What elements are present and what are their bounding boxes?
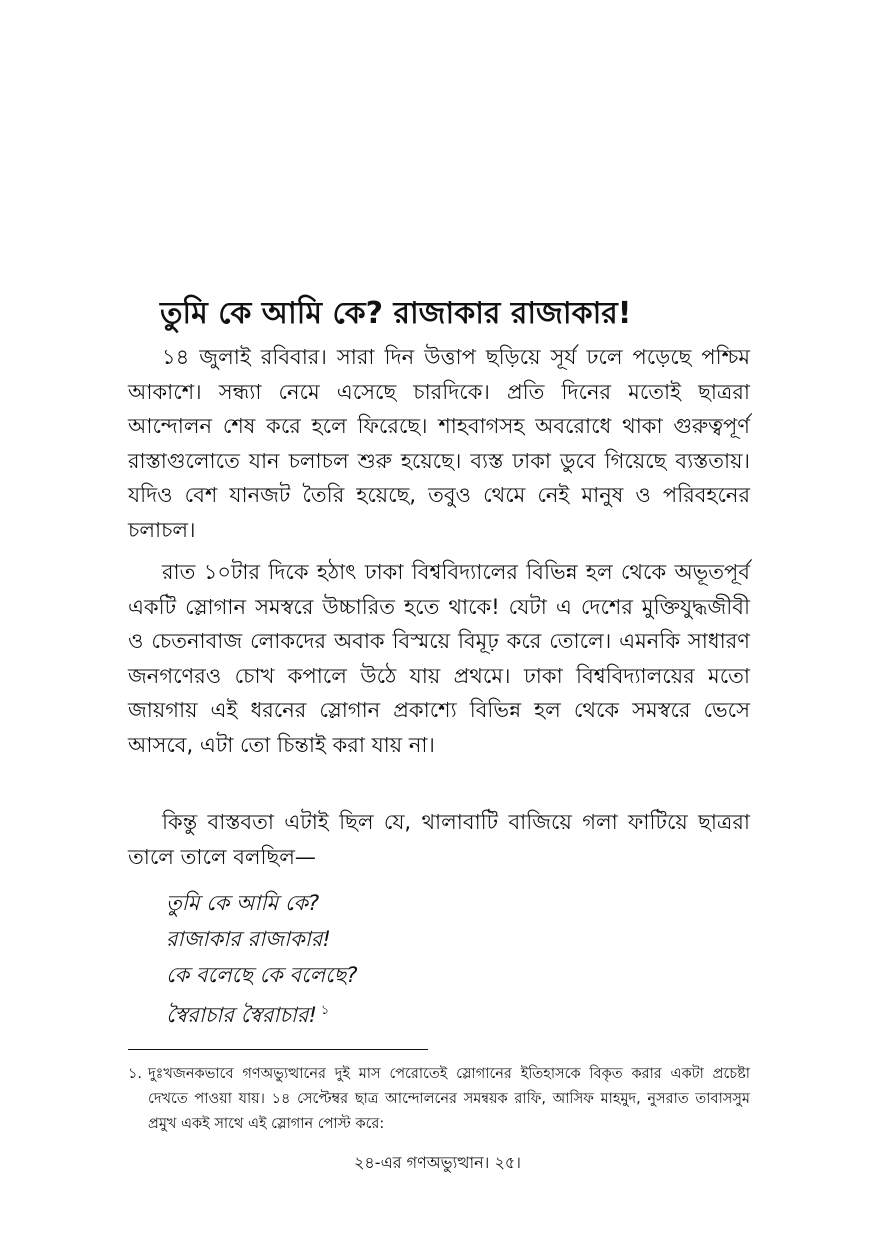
- slogan-line-last: [166, 993, 666, 1033]
- footnote-divider: [128, 1049, 428, 1050]
- footnote: [128, 1062, 750, 1137]
- chapter-title: তুমি কে আমি কে? রাজাকার রাজাকার!: [160, 296, 632, 331]
- slogan-line-text: স্বৈরাচার স্বৈরাচার!: [166, 1003, 317, 1027]
- slogan-verse: [166, 885, 666, 1033]
- footnote-reference: ১: [320, 1003, 330, 1018]
- body-paragraph: কিন্তু বাস্তবতা এটাই ছিল যে, থালাবাটি বাজিয়ে গলা ফাটিয়ে ছাত্ররা তালে তালে বলছিল—: [128, 810, 750, 869]
- slogan-line: রাজাকার রাজাকার!: [166, 927, 331, 951]
- running-footer: ২৪-এর গণঅভ্যুত্থান। ২৫।: [354, 1153, 521, 1172]
- footnote-marker: ১.: [128, 1066, 143, 1082]
- slogan-line: তুমি কে আমি কে?: [166, 891, 320, 915]
- body-paragraph: রাত ১০টার দিকে হঠাৎ ঢাকা বিশ্ববিদ্যালের বিভিন্ন হল থেকে অভূতপূর্ব একটি স্লোগান সমস্বরে উচ্চারিত হতে থাকে! যেটা এ দেশের মুক্তিযুদ্ধজীবী ও চেতনাবাজ লোকদের অবাক বিস্ময়ে বিমূঢ় করে তোলে। এমনকি সাধারণ জনগণেরও চোখ কপালে উঠে যায় প্রথমে। ঢাকা বিশ্ববিদ্যালয়ের মতো জায়গায় এই ধরনের স্লোগান প্রকাশ্যে বিভিন্ন হল থেকে সমস্বরে ভেসে আসবে, এটা তো চিন্তাই করা যায় না।: [128, 560, 750, 757]
- footnote-text: দুঃখজনকভাবে গণঅভ্যুত্থানের দুই মাস পেরোতেই স্লোগানের ইতিহাসকে বিকৃত করার একটা প্রচেষ্টা দেখতে পাওয়া যায়। ১৪ সেপ্টেম্বর ছাত্র আন্দোলনের সমন্বয়ক রাফি, আসিফ মাহমুদ, নুসরাত তাবাসসুম প্রমুখ একই সাথে এই স্লোগান পোস্ট করে:: [148, 1066, 750, 1132]
- slogan-line: কে বলেছে কে বলেছে?: [166, 963, 358, 987]
- body-paragraph: ১৪ জুলাই রবিবার। সারা দিন উত্তাপ ছড়িয়ে সূর্য ঢলে পড়েছে পশ্চিম আকাশে। সন্ধ্যা নেমে এসেছে চারদিকে। প্রতি দিনের মতোই ছাত্ররা আন্দোলন শেষ করে হলে ফিরেছে। শাহবাগসহ অবরোধে থাকা গুরুত্বপূর্ণ রাস্তাগুলোতে যান চলাচল শুরু হয়েছে। ব্যস্ত ঢাকা ডুবে গিয়েছে ব্যস্ততায়। যদিও বেশ যানজট তৈরি হয়েছে, তবুও থেমে নেই মানুষ ও পরিবহনের চলাচল।: [128, 345, 750, 542]
